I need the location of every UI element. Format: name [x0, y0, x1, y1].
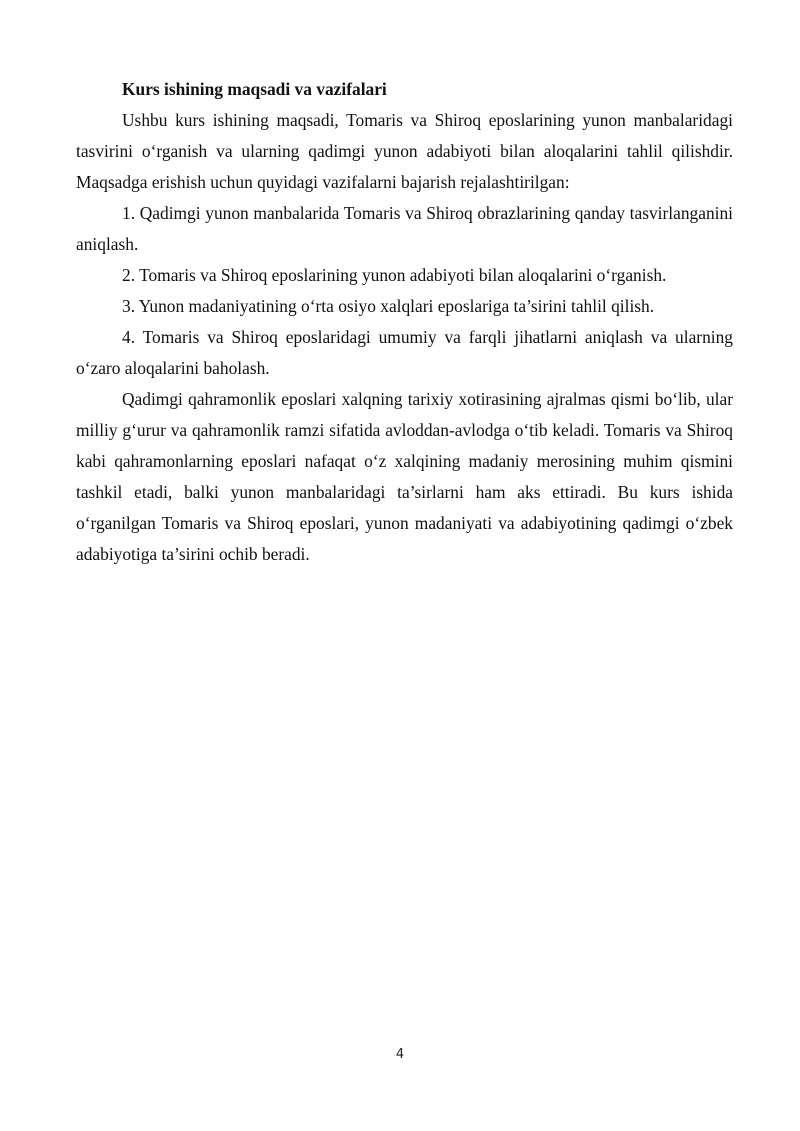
task-item-2: 2. Tomaris va Shiroq eposlarining yunon adabiyoti bilan aloqalarini o‘rganish.	[122, 265, 667, 285]
task-item-1: 1. Qadimgi yunon manbalarida Tomaris va Shiroq obrazlarining qanday tasvirlanganini aniqlash.	[76, 203, 733, 254]
section-heading: Kurs ishining maqsadi va vazifalari	[122, 79, 387, 99]
intro-paragraph: Ushbu kurs ishining maqsadi, Tomaris va Shiroq eposlarining yunon manbalaridagi tasvirini o‘rganish va ularning qadimgi yunon adabiyoti bilan aloqalarini tahlil qilishdir. Maqsadga erishish uchun quyidagi vazifalarni bajarish rejalashtirilgan:	[76, 110, 733, 192]
conclusion-paragraph: Qadimgi qahramonlik eposlari xalqning tarixiy xotirasining ajralmas qismi bo‘lib, ular milliy g‘urur va qahramonlik ramzi sifatida avloddan-avlodga o‘tib keladi. Tomaris va Shiroq kabi qahramonlarning eposlari nafaqat o‘z xalqining madaniy merosining muhim qismini tashkil etadi, balki yunon manbalaridagi ta’sirlarni ham aks ettiradi. Bu kurs ishida o‘rganilgan Tomaris va Shiroq eposlari, yunon madaniyati va adabiyotining qadimgi o‘zbek adabiyotiga ta’sirini ochib beradi.	[76, 389, 733, 564]
page-number: 4	[395, 1047, 405, 1062]
page-body	[76, 74, 733, 570]
task-item-3: 3. Yunon madaniyatining o‘rta osiyo xalqlari eposlariga ta’sirini tahlil qilish.	[122, 296, 655, 316]
task-item-4: 4. Tomaris va Shiroq eposlaridagi umumiy va farqli jihatlarni aniqlash va ularning o‘zaro aloqalarini baholash.	[76, 327, 733, 378]
